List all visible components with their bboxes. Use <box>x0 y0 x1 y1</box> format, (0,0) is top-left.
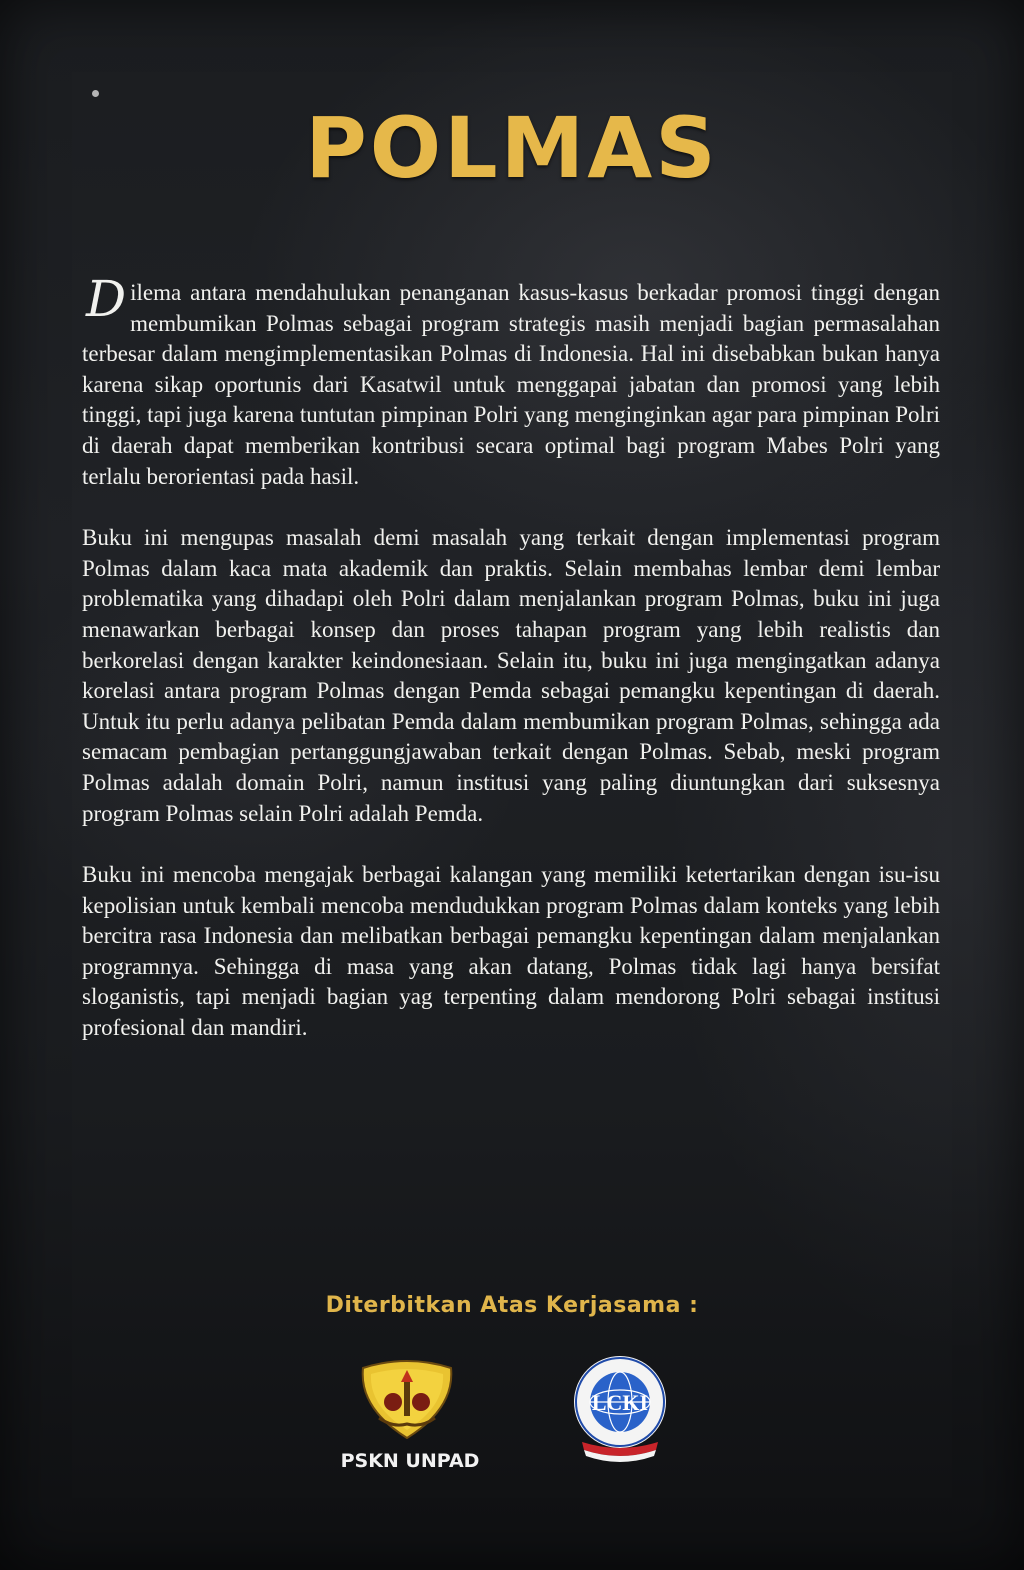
blurb-paragraph-2: Buku ini mengupas masalah demi masalah yang terkait dengan implementasi program Polmas dalam kaca mata akademik dan praktis. Selain membahas lembar demi lembar problematika yang dihadapi oleh Polri dalam menjalankan program Polmas, buku ini juga menawarkan berbagai konsep dan proses tahapan program yang lebih realistis dan berkorelasi dengan karakter keindonesiaan. Selain itu, buku ini juga mengingatkan adanya korelasi antara program Polmas dengan Pemda sebagai pemangku kepentingan di daerah. Untuk itu perlu adanya pelibatan Pemda dalam membumikan program Polmas, sehingga ada semacam pembagian pertanggungjawaban terkait dengan Polmas. Sebab, meski program Polmas adalah domain Polri, namun institusi yang paling diuntungkan dari suksesnya program Polmas selain Polri adalah Pemda. <box>82 525 940 826</box>
lcki-logo-text: LCKI <box>591 1390 649 1415</box>
blurb-paragraph-1 <box>82 270 940 492</box>
unpad-crest-icon <box>355 1358 459 1442</box>
blurb-paragraph-3: Buku ini mencoba mengajak berbagai kalangan yang memiliki ketertarikan dengan isu-isu kepolisian untuk kembali mencoba mendudukkan program Polmas dalam konteks yang lebih bercitra rasa Indonesia dan melibatkan berbagai pemangku kepentingan dalam menjalankan programnya. Sehingga di masa yang akan datang, Polmas tidak lagi hanya bersifat sloganistis, tapi menjadi bagian yag terpenting dalam mendorong Polri sebagai institusi profesional dan mandiri. <box>82 862 940 1041</box>
blurb-text <box>82 270 940 1075</box>
drop-cap: D <box>86 270 127 328</box>
book-title: POLMAS <box>305 99 719 197</box>
publisher-pskn-unpad: PSKN UNPAD <box>340 1450 480 1472</box>
blurb-paragraph-1-text: ilema antara mendahulukan penanganan kasus-kasus berkadar promosi tinggi dengan membumikan Polmas sebagai program strategis masih menjadi bagian permasalahan terbesar dalam mengimplementasikan Polmas di Indonesia. Hal ini disebabkan bukan hanya karena sikap oportunis dari Kasatwil untuk menggapai jabatan dan promosi yang lebih tinggi, tapi juga karena tuntutan pimpinan Polri yang menginginkan agar para pimpinan Polri di daerah dapat memberikan kontribusi secara optimal bagi program Mabes Polri yang terlalu berorientasi pada hasil. <box>82 280 940 489</box>
publisher-label: Diterbitkan Atas Kerjasama : <box>325 1293 699 1318</box>
dust-speck <box>92 90 99 97</box>
lcki-globe-icon <box>560 1350 680 1470</box>
